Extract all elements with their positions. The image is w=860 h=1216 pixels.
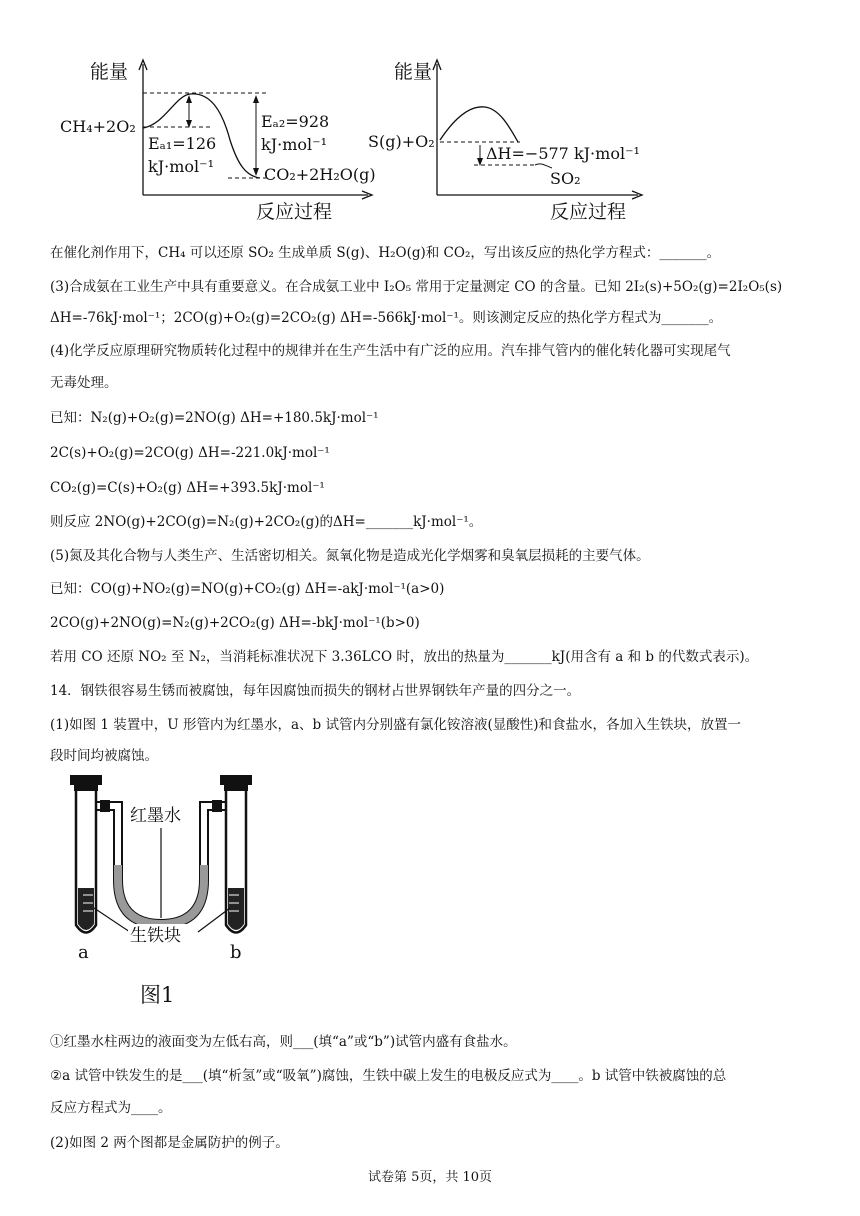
question-5-known2: 2CO(g)+2NO(g)=N₂(g)+2CO₂(g) ΔH=-bkJ·mol⁻¹(b>0) [50, 615, 420, 631]
label-red-ink: 红墨水 [130, 806, 181, 826]
question-3-line2: ΔH=-76kJ·mol⁻¹；2CO(g)+O₂(g)=2CO₂(g) ΔH=-566kJ·mol⁻¹。则该测定反应的热化学方程式为_______。 [50, 310, 723, 326]
question-14-1-sub1: ①红墨水柱两边的液面变为左低右高，则___(填“a”或“b”)试管内盛有食盐水。 [50, 1034, 517, 1050]
question-5-known1: 已知：CO(g)+NO₂(g)=NO(g)+CO₂(g) ΔH=-akJ·mol⁻¹(a>0) [50, 581, 445, 597]
label-pig-iron: 生铁块 [130, 926, 181, 946]
ea1-value: Eₐ₁=126 [148, 134, 217, 153]
reactants-label: CH₄+2O₂ [60, 117, 136, 136]
products-label: CO₂+2H₂O(g) [264, 165, 376, 184]
energy-curve [440, 107, 518, 142]
products-label: SO₂ [550, 169, 581, 188]
label-tube-b: b [230, 942, 242, 963]
question-3-line1: (3)合成氨在工业生产中具有重要意义。在合成氨工业中 I₂O₅ 常用于定量测定 CO 的含量。已知 2I₂(s)+5O₂(g)=2I₂O₅(s) [50, 279, 783, 295]
figure-1-caption: 图1 [140, 983, 175, 1007]
question-5-line1: (5)氮及其化合物与人类生产、生活密切相关。氮氧化物是造成光化学烟雾和臭氧层损耗的主要气体。 [50, 548, 650, 564]
delta-h-label: ΔH=−577 kJ·mol⁻¹ [486, 144, 640, 163]
question-2-ask: 在催化剂作用下，CH₄ 可以还原 SO₂ 生成单质 S(g)、H₂O(g)和 CO₂，写出该反应的热化学方程式：_______。 [50, 245, 721, 261]
question-5-ask: 若用 CO 还原 NO₂ 至 N₂，当消耗标准状况下 3.36LCO 时，放出的热量为_______kJ(用含有 a 和 b 的代数式表示)。 [50, 649, 759, 665]
question-14-title: 14．钢铁很容易生锈而被腐蚀，每年因腐蚀而损失的钢材占世界钢铁年产量的四分之一。 [50, 683, 581, 699]
x-axis-label: 反应过程 [550, 201, 627, 223]
question-14-1-sub2-line1: ②a 试管中铁发生的是___(填“析氢”或“吸氧”)腐蚀，生铁中碳上发生的电极反应式为____。b 试管中铁被腐蚀的总 [50, 1068, 727, 1084]
ea1-unit: kJ·mol⁻¹ [148, 157, 214, 176]
ea2-unit: kJ·mol⁻¹ [261, 135, 327, 154]
y-axis-label: 能量 [394, 61, 433, 83]
reactants-label: S(g)+O₂ [368, 132, 435, 151]
question-4-ask: 则反应 2NO(g)+2CO(g)=N₂(g)+2CO₂(g)的ΔH=_______kJ·mol⁻¹。 [50, 514, 483, 530]
question-4-line2: 无毒处理。 [50, 375, 118, 391]
figure-1-u-tube-apparatus [50, 770, 280, 1010]
question-14-1-sub2-line2: 反应方程式为____。 [50, 1100, 172, 1116]
question-14-1-line1: (1)如图 1 装置中，U 形管内为红墨水，a、b 试管内分别盛有氯化铵溶液(显酸性)和食盐水，各加入生铁块，放置一 [50, 717, 741, 733]
question-4-known3: CO₂(g)=C(s)+O₂(g) ΔH=+393.5kJ·mol⁻¹ [50, 480, 325, 496]
x-axis-label: 反应过程 [256, 201, 333, 223]
energy-diagram-sulfur [360, 50, 670, 225]
question-14-2: (2)如图 2 两个图都是金属防护的例子。 [50, 1135, 289, 1151]
label-tube-a: a [78, 942, 89, 963]
question-4-known1: 已知：N₂(g)+O₂(g)=2NO(g) ΔH=+180.5kJ·mol⁻¹ [50, 410, 379, 426]
energy-diagram-ch4 [50, 50, 400, 225]
question-4-line1: (4)化学反应原理研究物质转化过程中的规律并在生产生活中有广泛的应用。汽车排气管内的催化转化器可实现尾气 [50, 343, 731, 359]
y-axis-label: 能量 [90, 61, 129, 83]
question-14-1-line2: 段时间均被腐蚀。 [50, 748, 158, 764]
question-4-known2: 2C(s)+O₂(g)=2CO(g) ΔH=-221.0kJ·mol⁻¹ [50, 445, 330, 461]
ea2-value: Eₐ₂=928 [261, 112, 330, 131]
page-footer: 试卷第 5页，共 10页 [367, 1170, 493, 1185]
